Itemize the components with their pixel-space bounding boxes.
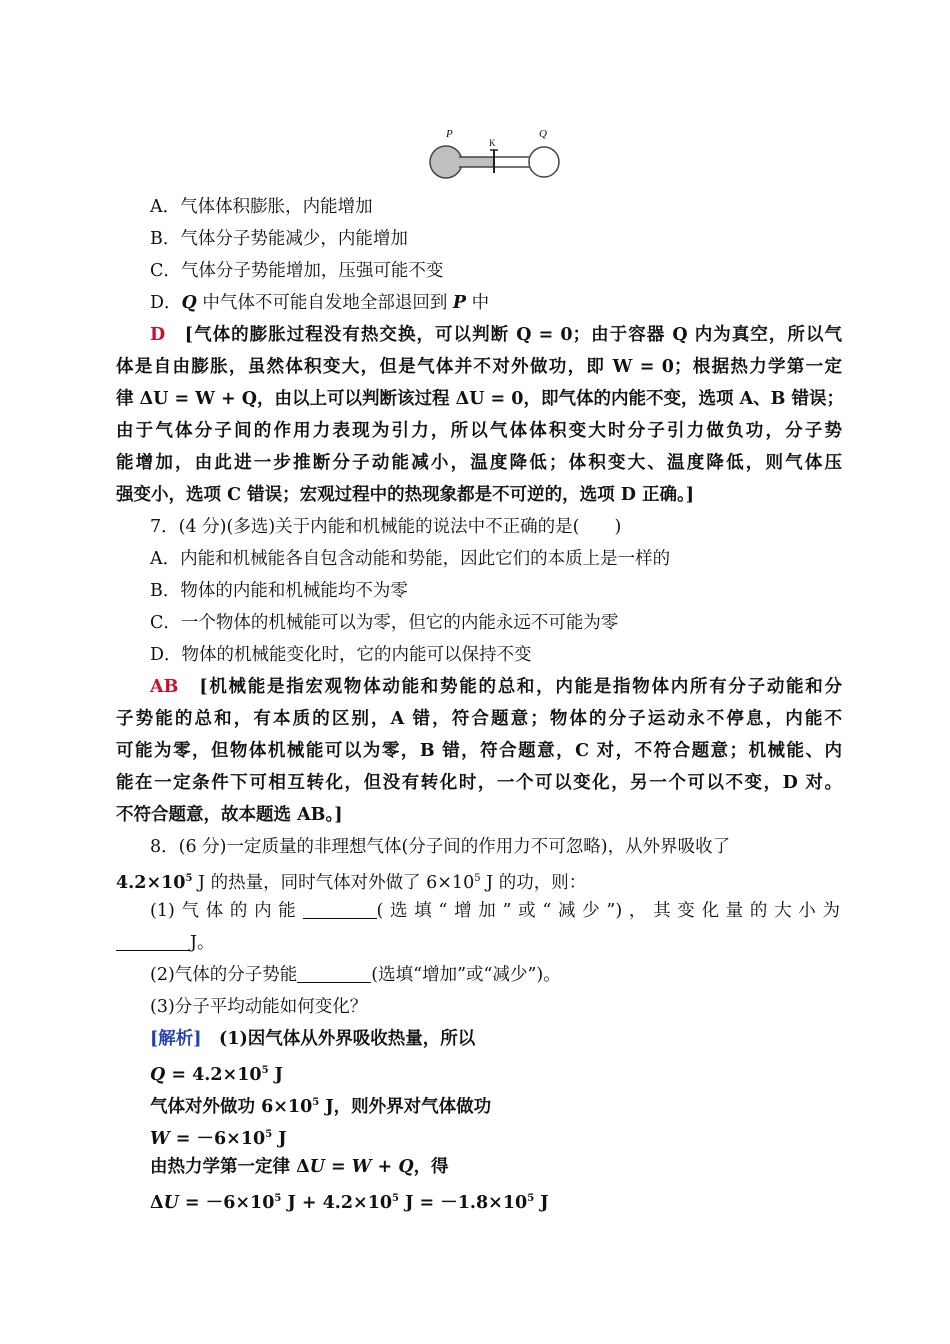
q8-sub3: (3)分子平均动能如何变化？ <box>150 997 368 1017</box>
q7-explanation-line-4: 能在一定条件下可相互转化，但没有转化时，一个可以变化，另一个可以不变，D 对。 <box>116 773 842 793</box>
apparatus-figure <box>428 126 564 184</box>
q7-option-c: C．一个物体的机械能可以为零，但它的内能永远不可能为零 <box>150 613 619 633</box>
q8-analysis-first: [解析] (1)因气体从外界吸收热量，所以 <box>150 1029 476 1049</box>
q6-option-b: B．气体分子势能减少，内能增加 <box>150 229 408 249</box>
q7-option-d: D．物体的机械能变化时，它的内能可以保持不变 <box>150 645 532 665</box>
q7-explanation-line-1: AB [机械能是指宏观物体动能和势能的总和，内能是指物体内所有分子动能和分 <box>150 677 843 697</box>
q8-sub1-blank-2[interactable] <box>116 932 190 951</box>
q6-option-a: A．气体体积膨胀，内能增加 <box>150 197 373 217</box>
q8-stem-line-1: 8．(6 分)一定质量的非理想气体(分子间的作用力不可忽略)，从外界吸收了 <box>150 837 731 857</box>
q7-answer: AB <box>150 677 179 697</box>
q6-explanation-line-3: 律 ΔU = W + Q，由以上可以判断该过程 ΔU = 0，即气体的内能不变，选项 A、B 错误； <box>116 389 845 409</box>
q8-sub2-blank[interactable] <box>297 964 371 983</box>
q7-option-a: A．内能和机械能各自包含动能和势能，因此它们的本质上是一样的 <box>150 549 671 569</box>
q8-stem-line-2: $4.2\times 10^5$ J 的热量，同时气体对外做了 $6\times 10^5$ J 的功，则： <box>116 873 587 893</box>
q6-answer: D <box>150 325 166 345</box>
label-p: P <box>446 128 453 140</box>
q8-sub1-blank-1[interactable] <box>303 900 377 919</box>
q8-sub2: (2)气体的分子势能 (选填“增加”或“减少”)。 <box>150 965 561 985</box>
q8-eq1: $Q = 4.2\times 10^5$ J <box>150 1065 283 1085</box>
analysis-tag: [解析] <box>150 1029 202 1049</box>
q8-eq3: $\Delta U = -6\times 10^5$ $J + 4.2\times 10^5$ $J = -1.8\times 10^5$ J <box>150 1193 549 1213</box>
q6-option-c: C．气体分子势能增加，压强可能不变 <box>150 261 444 281</box>
q8-sub1: (1)气体的内能 (选填“增加”或“减少”)，其变化量的大小为 <box>150 901 840 921</box>
q6-explanation-line-2: 体是自由膨胀，虽然体积变大，但是气体并不对外做功，即 W = 0；根据热力学第一定 <box>116 357 842 377</box>
q6-explanation-line-1: D [气体的膨胀过程没有热交换，可以判断 Q = 0；由于容器 Q 内为真空，所以气 <box>150 325 843 345</box>
q8-eq2: $W = -6\times 10^5$ J <box>150 1129 287 1149</box>
label-k: K <box>489 138 496 148</box>
q7-explanation-line-2: 子势能的总和，有本质的区别，A 错，符合题意；物体的分子运动永不停息，内能不 <box>116 709 842 729</box>
q7-option-b: B．物体的内能和机械能均不为零 <box>150 581 408 601</box>
q7-explanation-line-3: 可能为零，但物体机械能可以为零，B 错，符合题意，C 对，不符合题意；机械能、内 <box>116 741 842 761</box>
label-q: Q <box>539 128 547 140</box>
q6-option-d: D．Q 中气体不可能自发地全部退回到 P 中 <box>150 293 490 313</box>
q8-law-line: 由热力学第一定律 ΔU = W + Q，得 <box>150 1157 449 1177</box>
q8-sub1-cont: J。 <box>116 931 215 955</box>
q6-explanation-line-5: 能增加，由此进一步推断分子动能减小，温度降低；体积变大、温度降低，则气体压 <box>116 453 842 473</box>
q6-explanation-line-4: 由于气体分子间的作用力表现为引力，所以气体体积变大时分子引力做负功，分子势 <box>116 421 842 441</box>
q7-stem: 7．(4 分)(多选)关于内能和机械能的说法中不正确的是( ) <box>150 517 622 537</box>
q8-work-line: 气体对外做功 $6\times 10^5$ J，则外界对气体做功 <box>150 1097 492 1117</box>
q6-explanation-line-6: 强变小，选项 C 错误；宏观过程中的热现象都是不可逆的，选项 D 正确。] <box>116 485 695 505</box>
q7-explanation-line-5: 不符合题意，故本题选 AB。] <box>116 805 343 825</box>
